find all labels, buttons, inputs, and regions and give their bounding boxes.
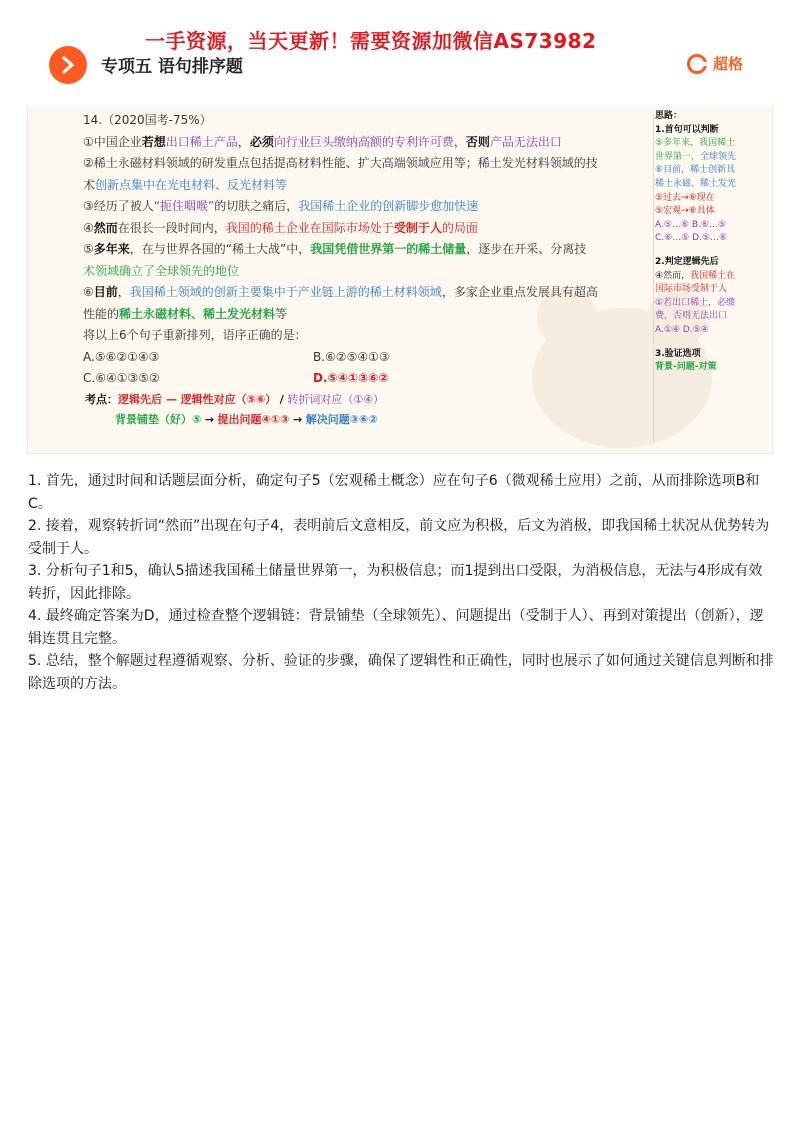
sentence-6: ⑥目前，我国稀土领域的创新主要集中于产业链上游的稀土材料领域，多家企业重点发展具有超高	[83, 285, 598, 299]
key-points-line-2: 背景铺垫（好）⑤ → 提出问题④①③ → 解决问题③⑥②	[115, 413, 378, 426]
notes-line: ⑤过去→⑥现在	[655, 192, 715, 203]
notes-heading-3: 3.验证选项	[655, 348, 701, 359]
notes-line: 费，否则无法出口	[655, 311, 728, 322]
notes-heading-1: 1.首句可以判断	[655, 124, 719, 135]
lecture-slide-image	[27, 18, 773, 454]
sentence-2-cont: 术创新点集中在光电材料、反光材料等	[83, 177, 288, 192]
notes-line: 稀土永磁、稀土发光	[655, 178, 737, 189]
sentence-5-cont: 术领域确立了全球领先的地位	[83, 263, 240, 278]
notes-line: ④然而，我国稀土在	[655, 270, 736, 281]
notes-heading-2: 2.判定逻辑先后	[655, 256, 719, 267]
notes-line: 世界第一，全球领先	[655, 151, 737, 162]
notes-line: ①若出口稀土，必缴	[655, 297, 736, 308]
analysis-paragraph-1: 1. 首先，通过时间和话题层面分析，确定句子5（宏观稀土概念）应在句子6（微观稀土应用）之前，从而排除选项B和C。	[28, 473, 760, 512]
question-prompt: 将以上6个句子重新排列，语序正确的是：	[83, 328, 307, 342]
notes-title: 思路：	[655, 111, 683, 121]
brand-g-icon	[687, 54, 707, 74]
sentence-3: ③经历了被人“扼住咽喉”的切肤之痛后，我国稀土企业的创新脚步愈加快速	[83, 199, 479, 213]
option-a: A.⑤⑥②①④③	[83, 349, 160, 364]
brand-logo	[687, 53, 743, 74]
option-b: B.⑥②⑤④①③	[313, 349, 390, 364]
notes-line: A.⑤…⑥ B.⑥…⑤	[655, 219, 727, 230]
options-row-1	[83, 347, 643, 369]
notes-line: A.①④ D.⑤④	[655, 324, 709, 335]
section-title: 专项五 语句排序题	[101, 57, 243, 77]
analysis-paragraph-5: 5. 总结，整个解题过程遵循观察、分析、验证的步骤，确保了逻辑性和正确性，同时也展示了如何通过关键信息判断和排除选项的方法。	[28, 653, 774, 692]
key-points-line-1: 考点：逻辑先后 — 逻辑性对应（⑤⑥） / 转折词对应（①④）	[85, 393, 385, 406]
analysis-paragraph-3: 3. 分析句子1和5，确认5描述我国稀土储量世界第一，为积极信息；而1提到出口受限，为消极信息，无法与4形成有效转折，因此排除。	[28, 563, 763, 602]
question-number: 14.（2020国考-75%）	[83, 113, 212, 127]
notes-line: ⑤多年来，我国稀土	[655, 138, 736, 149]
sentence-1: ①中国企业若想出口稀土产品，必须向行业巨头缴纳高额的专利许可费，否则产品无法出口	[83, 134, 562, 149]
question-block	[83, 110, 643, 390]
sentence-2: ②稀土永磁材料领域的研发重点包括提高材料性能、扩大高端领域应用等；稀土发光材料领域的技	[83, 156, 598, 170]
option-c: C.⑥④①③⑤②	[83, 371, 160, 385]
notes-line: 背景-问题-对策	[655, 362, 717, 373]
option-d: D.⑤④①③⑥②	[313, 371, 389, 385]
notes-line: C.⑥…⑤ D.⑤…⑥	[655, 233, 728, 244]
side-divider	[653, 114, 654, 444]
watermark-text: 一手资源，当天更新！需要资源加微信AS73982	[145, 29, 597, 53]
chevron-right-icon	[49, 46, 87, 84]
notes-line: ⑥目前，稀土创新具	[655, 165, 736, 176]
sentence-5: ⑤多年来，在与世界各国的“稀土大战”中，我国凭借世界第一的稀土储量，逐步在开采、分离技	[83, 242, 587, 256]
slide-header	[27, 18, 773, 106]
sentence-6-cont: 性能的稀土永磁材料、稀土发光材料等	[83, 306, 288, 321]
notes-line: 国际市场受制于人	[655, 284, 728, 295]
analysis-paragraph-4: 4. 最终确定答案为D，通过检查整个逻辑链：背景铺垫（全球领先）、问题提出（受制于人）、再到对策提出（创新），逻辑连贯且完整。	[28, 608, 764, 647]
analysis-text	[28, 470, 776, 695]
brand-name: 超格	[712, 55, 743, 73]
options-row-2	[83, 368, 643, 390]
key-points	[85, 390, 384, 430]
solution-notes	[655, 110, 765, 375]
sentence-4: ④然而在很长一段时间内，我国的稀土企业在国际市场处于受制于人的局面	[83, 220, 478, 235]
notes-line: ⑤宏观→⑥具体	[655, 206, 715, 217]
analysis-paragraph-2: 2. 接着，观察转折词“然而”出现在句子4，表明前后文意相反，前文应为积极，后文为消极，即我国稀土状况从优势转为受制于人。	[28, 518, 770, 557]
